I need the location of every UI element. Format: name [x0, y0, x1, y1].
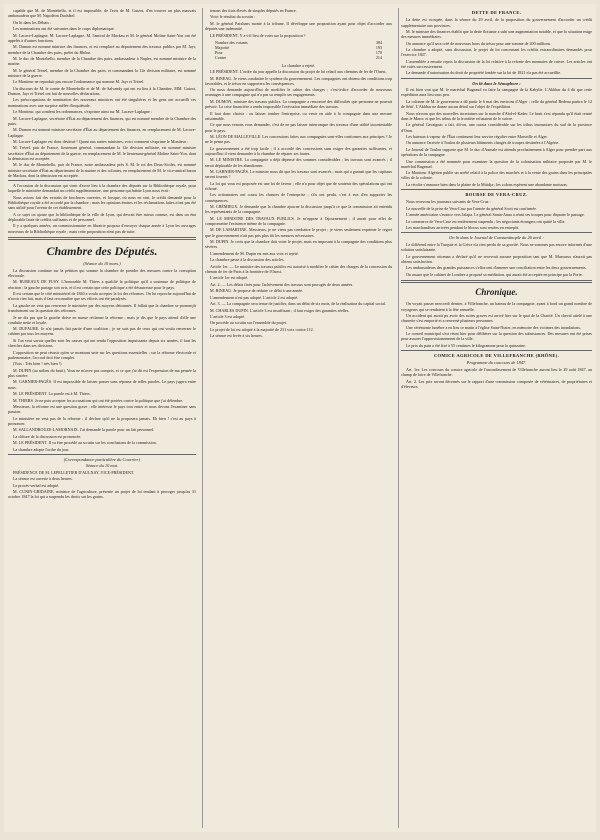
paragraph: Une commission a été nommée pour examiner la question de la colonisation militaire proposée par M. le maréchal Bugeaud. [401, 158, 592, 169]
paragraph: La chambre adopte l'ordre du jour. [13, 446, 70, 452]
paragraph: M. Dumon est nommé ministre des finances, et est remplacé au département des travaux publics par M. Jayr, membre de la Chambre des pairs, préfet du Rhône. [8, 44, 196, 55]
paragraph: Les nominations ont été suivantes dans le corps diplomatique. [13, 26, 115, 32]
paragraph: tenons des frais élevés de simples députés en France. [210, 8, 297, 13]
c3-title3: BOURSE DE VERA-CRUZ. [465, 192, 528, 198]
paragraph: Un discours de M. le comte de Montebello et de M. de Salvandy qui ont eu lieu à la Chambre, MM. Guizot, Dumon, Jayr et Trézel ont fait de nouvelles déclarations. [8, 85, 196, 96]
paragraph: Article 1er. — Le ministre des travaux publics est autorisé à modifier le cahier des charges de la concession du chemin de fer de Paris à la frontière de l'Ouest. [205, 263, 392, 274]
paragraph: M. SALLANDROUZE-LAMORNAIX. J'ai demandé la parole pour un fait personnel. [13, 427, 155, 433]
paragraph: Le commerce de Vera-Cruz est entièrement suspendu ; les négociants étrangers ont quitté la ville. [406, 218, 566, 224]
paragraph: M. LE PRÉSIDENT. Il va être procédé au scrutin sur les conclusions de la commission. [13, 440, 157, 446]
section-title-chambre: Chambre des Députés. [46, 244, 158, 259]
paragraph: Nous recevons les journaux suivants de Vera-Cruz : [406, 199, 491, 205]
c3-top-title: DETTE DE FRANCE. [471, 10, 522, 15]
c3-foot-title: COMICE AGRICOLE DE VILLEFRANCHE (RHÔNE). [433, 353, 560, 359]
paragraph: On nous demande aujourd'hui de modifier le cahier des charges ; c'est-à-dire d'accorder de nouveaux avantages à une compagnie qui n'a pas su remplir ses engagements. [205, 87, 392, 98]
paragraph: Le général Cavaignac a fait, dit-on, une razzia considérable sur les tribus insoumises du sud de la province d'Oran. [401, 122, 592, 133]
paragraph: Le gouvernement a été trop facile ; il a accordé des concessions sans exiger des garanties suffisantes, et aujourd'hui il vient demander à la chambre de réparer ses fautes. [205, 145, 392, 156]
paragraph: M. GARNIER-PAGÈS. Le ministre nous dit que les travaux sont avancés ; mais qui a garanti que les capitaux seront fournis ? [205, 169, 392, 180]
paragraph: Le Moniteur ne reproduit pas encore l'ordonnance qui nomme M. Jayr et Trézel. [13, 79, 145, 85]
paragraph: Je ne dis pas que la gauche doive en masse réclamer la réforme ; mais je dis que le pays attend d'elle une conduite nette et loyale. [8, 314, 196, 325]
paragraph: Un accident qui aurait pu avoir des suites graves est arrivé hier sur le quai de la Charité. Un cheval attelé à une charrette s'est emporté et a renversé plusieurs personnes. [401, 313, 592, 324]
paragraph: Les bateaux à vapeur de l'État continuent leur service régulier entre Marseille et Alger. [406, 133, 548, 139]
c1-bottom [8, 268, 196, 452]
paragraph: M. DE LAMARTINE. Messieurs, je ne viens pas combattre le projet ; je viens seulement exprimer le regret que le gouvernement n'ait pas pris plus tôt les mesures nécessaires. [205, 227, 392, 238]
paragraph: Une cérémonie funèbre a eu lieu ce matin à l'église Saint-Nizier, en mémoire des victimes des inondations. [406, 324, 581, 330]
divider [401, 78, 592, 79]
paragraph: M. LE MINISTRE. La compagnie a déjà dépensé des sommes considérables ; les travaux sont avancés ; il serait déplorable de les abandonner. [205, 157, 392, 168]
paragraph: Art. 1er. Les concours du comice agricole de l'arrondissement de Villefranche auront lieu le 29 août 1847, au champ de foire de Villefranche. [401, 366, 592, 378]
paragraph: LE PRÉSIDENT. L'ordre du jour appelle la discussion du projet de loi relatif aux chemins de fer de l'Ouest. [210, 69, 387, 75]
paragraph: La chambre passe à la discussion des articles. [210, 257, 285, 263]
paragraph: M. BINEAU. Je propose de réduire ce délai à une année. [210, 288, 304, 294]
paragraph: La récolte s'annonce bien dans la plaine de la Mitidja ; les colons espèrent une abondante moisson. [406, 181, 568, 187]
column-2 [202, 8, 394, 828]
section-title-chronique: Chronique. [475, 287, 518, 298]
c3-bottom [401, 301, 592, 348]
paragraph: M. le duc de Montebello, pair de France, notre ambassadeur près S. M. le roi des Deux-Siciles, est nommé ministre secrétaire d'État au département de la marine et des colonies, en remplacement de M. le vice-amiral baron de Mackau, dont la démission est acceptée. [8, 162, 196, 178]
column-1 [6, 8, 198, 828]
paragraph: Le différend entre la Turquie et la Grèce n'a rien perdu de sa gravité. Nous ne sommes pas encore informés d'une solution satisfaisante. [401, 241, 592, 253]
c3-foot [401, 367, 592, 389]
vote-row [215, 55, 382, 60]
paragraph: Il y a quelques années, un commissionnaire en librairie proposa d'envoyer chaque année à Lyon les ouvrages nouveaux de la Bibliothèque royale ; mais cette proposition n'eut pas de suite. [8, 223, 196, 234]
paragraph: On annonce l'arrivée à Toulon de plusieurs bâtiments chargés de troupes destinées à l'Algérie. [406, 140, 560, 146]
paragraph: M. THIERS. Je ne puis accepter les accusations qui ont été portées contre la politique que j'ai défendue. [13, 397, 184, 403]
vote-label: Pour [215, 50, 223, 56]
paragraph: Le conseil municipal s'est réuni hier pour délibérer sur la question des subsistances. Des mesures ont été prises pour assurer l'approvisionnement de la ville. [401, 331, 592, 342]
paragraph: L'article 1er est adopté. [210, 275, 249, 281]
paragraph: M. le général Trézel, membre de la Chambre des pairs, et commandant la 12e division militaire, est nommé ministre de la guerre. [8, 67, 196, 78]
paragraph: PRÉSIDENCE DE M. LEPELLETIER D'AULNAY, VICE-PRÉSIDENT. [13, 469, 135, 475]
c1-foot [8, 470, 196, 500]
paragraph: Art. 2. — Les délais fixés pour l'achèvement des travaux sont prorogés de deux années. [210, 281, 354, 287]
divider [8, 454, 196, 455]
divider [401, 350, 592, 351]
paragraph: Messieurs, la réforme est une question grave ; elle intéresse le pays tout entier et nous devons l'examiner sans passion. [8, 403, 196, 415]
divider [8, 180, 196, 181]
paragraph: L'opposition ne peut réussir qu'en se montrant unie sur les questions essentielles ; sur la réforme électorale et parlementaire, l'accord doit être complet. [8, 349, 196, 360]
paragraph: A ce sujet on ajoute que la bibliothèque de la ville de Lyon, qui devrait être mieux connue, est dans un état déplorable faute de crédits suffisants et de personnel. [8, 211, 196, 222]
vote-result: La chambre a rejeté. [281, 62, 316, 68]
vote-label: Majorité [215, 45, 230, 51]
paragraph: Les ambassadeurs des grandes puissances s'efforcent d'amener une conciliation entre les deux gouvernements. [406, 265, 587, 271]
paragraph: M. LÉON DE MALLEVILLE. Les concessions faites aux compagnies sont-elles conformes aux principes ? Je ne le pense pas. [205, 133, 392, 145]
c2-top [205, 8, 392, 38]
paragraph: Il est bien vrai que M. le maréchal Bugeaud va faire la campagne de la Kabylie. L'Akhbar du 4 dit que cette expédition aura lieu sous peu. [401, 87, 592, 98]
paragraph: La chambre a adopté, sans discussion, le projet de loi concernant les crédits extraordinaires demandés pour l'exercice 1847. [401, 47, 592, 58]
paragraph: La loi qui vous est proposée est une loi de faveur ; elle n'a pour objet que de soutenir des spéculations qui ont échoué. [205, 180, 392, 191]
paragraph: L'assemblée a ensuite repris la discussion de la loi relative à la refonte des monnaies de cuivre. Les articles ont été votés successivement. [401, 58, 592, 69]
c1-foot-title: (Correspondance particulière du Courrier.) [63, 456, 141, 462]
c2-body [205, 69, 392, 339]
vote-value: 170 [375, 50, 382, 56]
paragraph: A l'occasion de la discussion qui vient d'avoir lieu à la chambre des députés sur la Bibliothèque royale, pour laquelle le ministère demandait un crédit supplémentaire, une personne qui habite Lyon nous écrit : [8, 183, 196, 194]
vote-value: 214 [375, 55, 382, 61]
paragraph: M. CHARLES DUPIN. L'article 3 est insuffisant ; il faut exiger des garanties réelles. [210, 307, 350, 313]
paragraph: M. CUNIN-GRIDAINE, ministre de l'agriculture, présente un projet de loi tendant à proroger jusqu'au 31 octobre 1847 la loi qui a suspendu les droits sur les grains. [8, 489, 196, 500]
paragraph: La nouvelle de la prise de Vera-Cruz par l'armée du général Scott est confirmée. [406, 205, 537, 211]
c1-mid [8, 183, 196, 234]
paragraph: M. le général Paixhans monte à la tribune. Il développe une proposition ayant pour objet d'accorder aux députés une indemnité. [205, 20, 392, 32]
paragraph: Si l'on veut savoir quelles sont les causes qui ont rendu l'opposition impuissante depuis six années, il faut les chercher dans ses divisions. [8, 337, 196, 349]
paragraph: M. BINEAU. Je viens combattre le système du gouvernement. Les compagnies ont obtenu des conditions trop favorables, et le trésor en supportera les conséquences. [205, 75, 392, 86]
paragraph: M. le ministre des finances établit que la dette flottante a subi une augmentation notable, et que la situation exige des mesures immédiates. [401, 28, 592, 40]
divider [8, 237, 196, 240]
paragraph: On lit dans les Débats : [13, 19, 52, 25]
vote-label: Contre [215, 55, 227, 61]
c3-mid3 [401, 242, 592, 277]
vote-table [215, 40, 382, 61]
paragraph: M. Dumon est nommé ministre secrétaire d'État au département des finances, en remplacement de M. Lacave-Laplagne. [8, 127, 196, 138]
paragraph: La séance est ouverte à deux heures. [13, 476, 73, 482]
paragraph: M. DUPIN. Je crois que la chambre doit voter le projet, mais en imposant à la compagnie des conditions plus sévères. [205, 239, 392, 250]
paragraph: On voyait passer mercredi dernier, à Villefranche, un bateau de la compagnie, ayant à bord un grand nombre de voyageurs qui se rendaient à la fête annuelle. [401, 301, 592, 312]
paragraph: M. Trézel, pair de France, lieutenant général, commandant la 12e division militaire, est nommé ministre secrétaire d'État au département de la guerre, en remplacement de M. le lieutenant-général Moline Saint-Yon, dont la démission est acceptée. [8, 145, 196, 161]
paragraph: Les préoccupations de nomination des nouveaux ministres ont été singulières et les gens ont accueilli ces nominations avec une surprise mêlée d'inquiétude. [8, 97, 196, 108]
c1-foot-session: Séance du 10 mai. [85, 463, 119, 469]
divider [401, 232, 592, 233]
paragraph: M. LE MINISTRE DES TRAVAUX PUBLICS. Je m'oppose à l'ajournement ; il aurait pour effet de compromettre l'existence même de la compagnie. [205, 215, 392, 226]
paragraph: Nous n'avons que des nouvelles incertaines sur la marche d'Abd-el-Kader. Le bruit s'est répandu qu'il était rentré dans le Maroc et que les tribus de la frontière refusaient de le suivre. [401, 110, 592, 121]
divider [401, 189, 592, 190]
c3-foot-sub: Programme du concours de 1847. [466, 360, 527, 366]
paragraph: Les marchandises arrivées pendant le blocus sont restées en entrepôt. [406, 225, 520, 231]
paragraph: LE PRÉSIDENT. Y a-t-il lieu de voter sur la proposition ? [210, 32, 306, 38]
paragraph: Le projet de loi est adopté à la majorité de 231 voix contre 112. [210, 326, 314, 332]
paragraph: Le Moniteur Algérien publie un arrêté relatif à la police des marchés et à la vente des grains dans les principales villes de la colonie. [401, 170, 592, 181]
vote-value: 384 [375, 39, 382, 45]
paragraph: capable que M. de Montebello, et il est impossible, de l'avis de M. Guizot, d'en trouver un plus mauvais ambassadeur que M. Napoléon Duchâtel. [8, 8, 196, 19]
c3-title4: On lit dans le Journal de Constantinople du 26 avril : [449, 235, 544, 241]
paragraph: Nous avions fait des extraits de brochures ouvertes, et lorsque, où nous en vint, le crédit demandé pour la Bibliothèque royale a été accordé par la chambre ; mais les opinions émises et les réclamations faites n'ont pas été sans utilité pour l'avenir de cet établissement. [8, 194, 196, 211]
paragraph: M. DUPIN (au milieu du bruit). Vous ne m'avez pas compris, et ce que j'ai dit est l'expression de ma pensée la plus sincère. [8, 367, 196, 378]
paragraph: La demande d'autorisation du droit de propriété fondée sur la loi de 1821 n'a pas été accueillie. [406, 70, 562, 76]
paragraph: On assure que le cabinet de Londres a proposé sa médiation, qui aurait été acceptée en principe par la Porte. [406, 271, 583, 277]
paragraph: Les actionnaires ont couru les chances de l'entreprise ; s'ils ont perdu, c'est à eux d'en supporter les conséquences. [205, 192, 392, 203]
paragraph: M. Lacave-Laplagne, secrétaire d'État au département des finances, qui est nommé membre de la Chambre des pairs. [8, 115, 196, 126]
c3-mid [401, 87, 592, 187]
paragraph: M. le duc de Montebello, membre de la Chambre des pairs, ambassadeur à Naples, est nommé ministre de la marine. [8, 55, 196, 67]
session-date: (Séance du 10 mars.) [83, 261, 121, 267]
paragraph: M. BUREAUX DE PUSY. L'honorable M. Thiers a qualifié la politique qu'il a soutenue de politique de réaction ; la gauche partage son avis, et il est certain que cette politique a été désastreuse pour le pays. [8, 279, 196, 290]
paragraph: L'amendement de M. Dupin est mis aux voix et rejeté. [210, 250, 299, 256]
paragraph: M. CRÉMIEUX. Je demande que la chambre ajourne la discussion jusqu'à ce que la commission ait entendu les représentants de la compagnie. [205, 204, 392, 215]
paragraph: M. DUMON, ministre des travaux publics. La compagnie a rencontré des difficultés que personne ne pouvait prévoir. La crise financière a rendu impossible l'exécution immédiate des travaux. [205, 98, 392, 110]
paragraph: On procède au scrutin sur l'ensemble du projet. [210, 320, 288, 326]
paragraph: M. DUFAURE. Je n'ai jamais fait partie d'une coalition ; je ne suis pas de ceux qui ont voulu renverser le cabinet par tous les moyens. [8, 326, 196, 337]
newspaper-page [4, 4, 596, 832]
c3-title2: On lit dans le Sémaphore : [472, 80, 521, 86]
paragraph: Le gouvernement ottoman a déclaré qu'il ne recevrait aucune proposition tant que M. Mussurus n'aurait pas obtenu satisfaction. [401, 253, 592, 264]
paragraph: On annonce qu'il sera créé de nouveaux bons du trésor pour une somme de 200 millions. [406, 40, 552, 46]
paragraph: Art. 2. Les prix seront décernés sur le rapport d'une commission composée de vétérinaires, de propriétaires et d'éleveurs. [401, 378, 592, 389]
paragraph: La dette est occupée, dans la séance du 29 avril, de la proposition du gouvernement d'accorder un crédit supplémentaire aux provinces. [401, 17, 592, 28]
paragraph: La clôture de la discussion est prononcée. [13, 433, 82, 439]
paragraph: M. Lacave-Laplagne, M. Lacave-Laplagne, M. l'amiral de Mackau et M. le général Moline Saint-Yon ont été appelés à d'autres fonctions. [8, 32, 196, 43]
paragraph: Il faut donc choisir : ou laisser tomber l'entreprise, ou venir en aide à la compagnie dans une mesure raisonnable. [205, 110, 392, 121]
paragraph: L'armée américaine s'avance vers Jalapa. Le général Santa-Anna a réuni ses troupes pour disputer le passage. [406, 212, 585, 218]
paragraph: M. LE PRÉSIDENT. La parole est à M. Thiers. [13, 391, 91, 397]
c3-top [401, 17, 592, 75]
paragraph: Il est certain que le côté ministériel de 1840 a voulu accepter la loi des réformes. On lui reproche aujourd'hui de n'avoir rien fait, mais il faut reconnaître que ses efforts ont été paralysés. [8, 291, 196, 302]
paragraph: Voici le résultat du scrutin : [210, 14, 256, 20]
paragraph: Ce que nous venons vous demander, c'est de ne pas laisser interrompre des travaux d'une utilité incontestable pour le pays. [205, 122, 392, 133]
paragraph: M. Lacave-Laplagne est donc destitué ! Quant aux autres ministres, voici comment s'exprime le Moniteur : [13, 138, 189, 144]
vote-label: Nombre des votants [215, 39, 248, 45]
paragraph: (Voix : Très bien ! très bien !) [13, 361, 62, 367]
c3-mid2 [401, 199, 592, 230]
column-3 [398, 8, 594, 828]
paragraph: L'article 3 est adopté. [210, 314, 246, 319]
c1-top [8, 8, 196, 178]
paragraph: Le Moniteur, qui contient les ordonnances, s'exprime ainsi sur M. Lacave-Laplagne : [13, 109, 153, 115]
paragraph: L'amendement n'est pas adopté. L'article 2 est adopté. [210, 294, 299, 300]
paragraph: M. GARNIER-PAGÈS. Il est impossible de laisser passer sans réponse de telles paroles. Le pays jugera entre nous. [8, 379, 196, 390]
paragraph: Le ministère ne veut pas de la réforme ; il déclare qu'il ne la proposera jamais. Eh bien ! c'est au pays à prononcer. [8, 415, 196, 426]
paragraph: Le procès-verbal est adopté. [13, 482, 60, 488]
paragraph: La colonne de M. le gouverneur a dû partir le 6 mai des environs d'Alger ; celle du général Bedeau partira le 12 de Sétif. L'Akhbar ne donne aucun détail sur l'objet de l'expédition. [401, 98, 592, 110]
divider [401, 280, 592, 283]
paragraph: Le prix du pain a été fixé à 55 centimes le kilogramme pour la quinzaine. [406, 342, 526, 348]
paragraph: La discussion continue sur la pétition qui somme la chambre de prendre des mesures contre la corruption électorale. [8, 267, 196, 279]
paragraph: Art. 3. — La compagnie sera tenue de justifier, dans un délai de six mois, de la réalisation du capital social. [210, 301, 386, 307]
paragraph: La gauche ne veut pas renverser le ministère par des moyens détournés. Il fallait que la chambre se prononçât franchement sur la question des réformes. [8, 302, 196, 314]
vote-value: 193 [375, 45, 382, 51]
paragraph: La séance est levée à six heures. [210, 333, 263, 339]
paragraph: Le Journal de Toulon rapporte que M. le duc d'Aumale est attendu prochainement à Alger pour prendre part aux opérations de la campagne. [401, 146, 592, 158]
